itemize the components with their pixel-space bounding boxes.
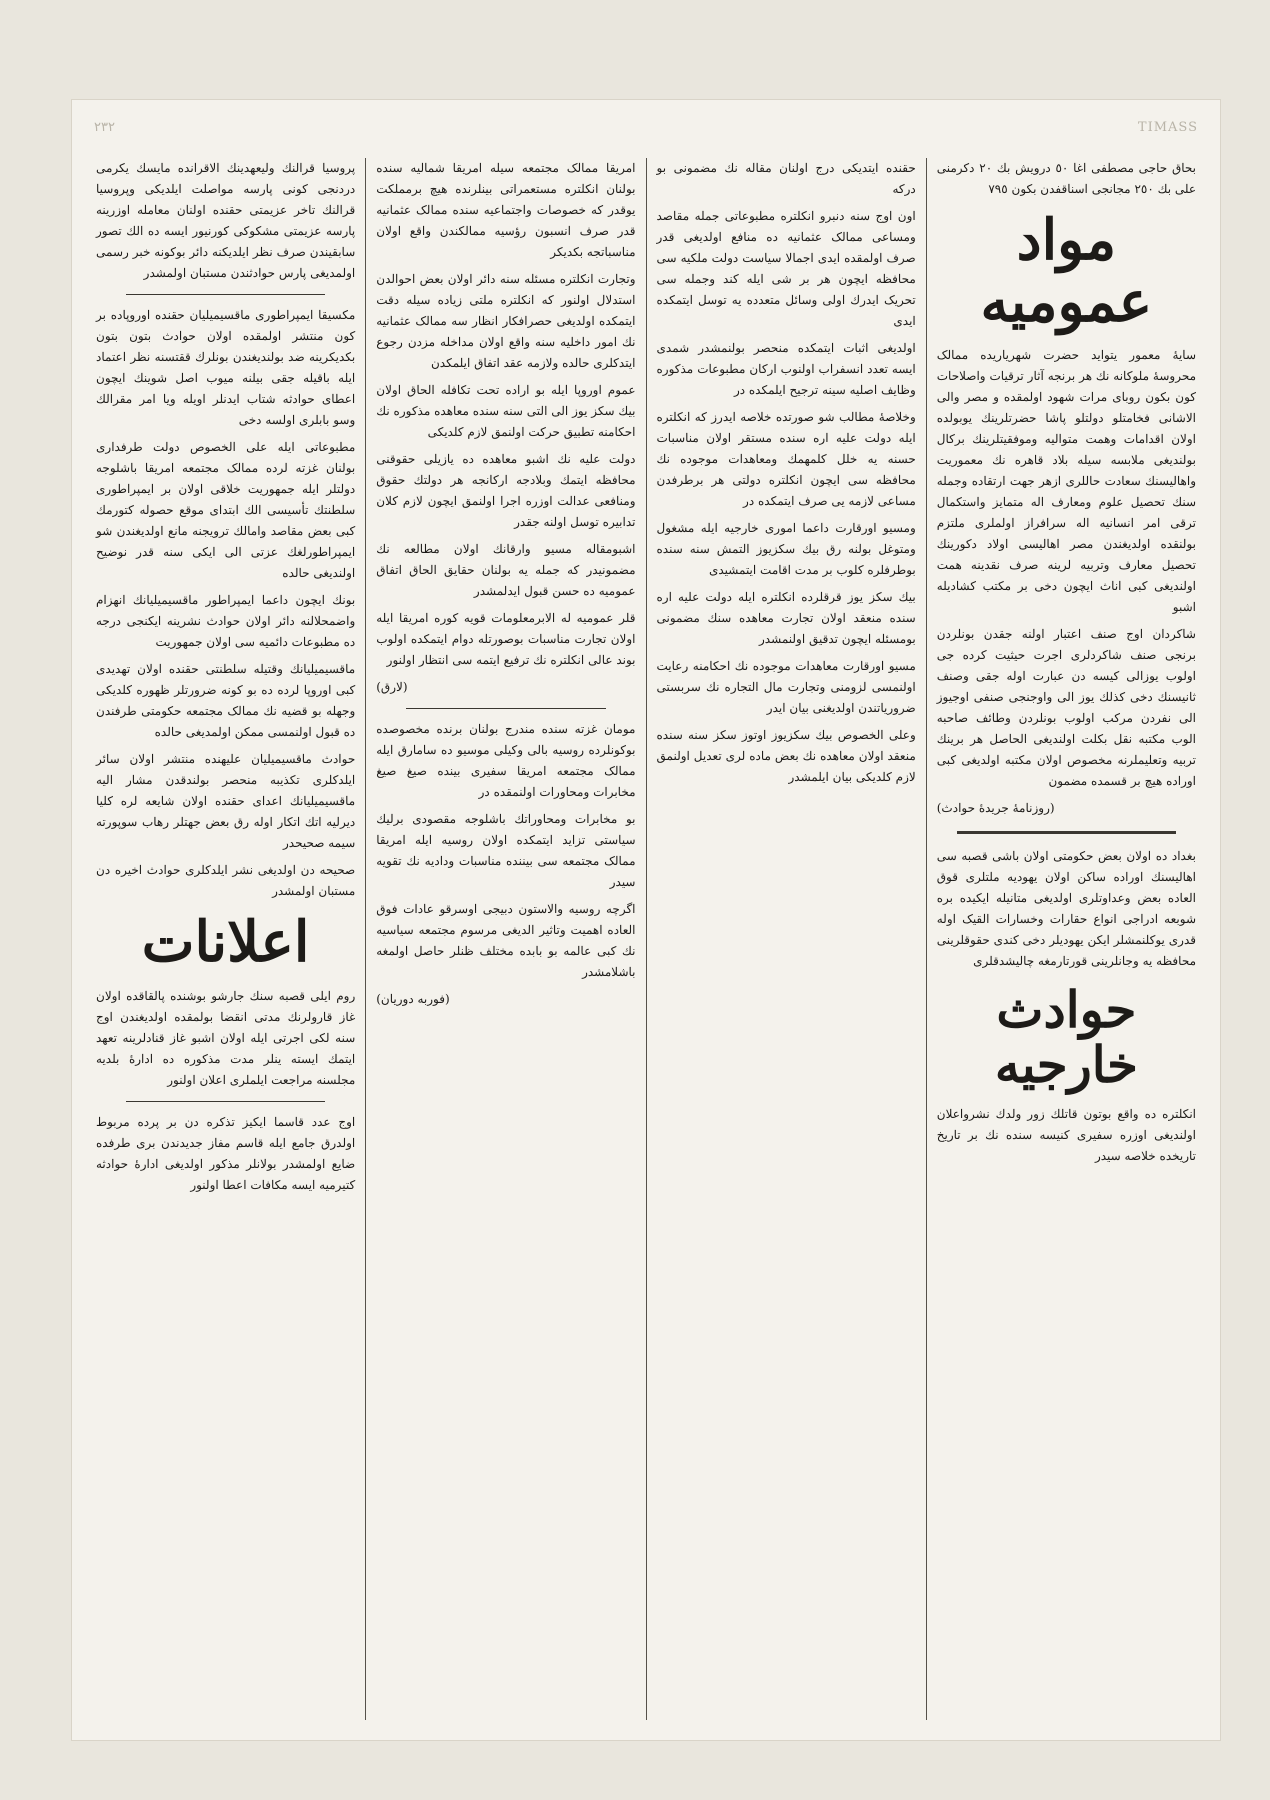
article-mexico-5: حوادث ماقسیمیلیان علیهنده منتشر اولان سائر ایلدکلری تکذیبه منحصر بولندقدن مشار الیه ماقسیمیلیانك اعدای حقنده اولان شایعه لره کلیا دیرلیه اتك اتکار اوله رق بعض جهتلر رهاب سوپورته سیمه صحیحدر	[96, 752, 356, 850]
masthead-bleed: TIMASS	[1137, 119, 1198, 135]
announcement-1: روم ایلی قصبه سنك جارشو بوشنده پالقاقده اولان غاز قارولرنك مدتی انقضا بولمقده اولدیغندن اوج سنه لکی اجرتی ایله اولان اشبو غاز قنادلرینه تعهد ایتمك ایسته ینلر مدت مذکوره ده ادارهٔ بلدیه مجلسنه مراجعت ایلملری اعلان اولنور	[96, 988, 356, 1087]
article-general-2: شاکردان اوج صنف اعتبار اولنه جقدن بونلردن برنجی صنف شاکردلری اجرت حیثیت کرده جی اولوب یوزالی کیسه دن عبارت اوله جقی وصنف ثانیسنك دخی کذلك یوز الی واوجنجی صنفی اوجیوز الی نفردن مرکب اولوب بونلردن وطائف صاحبه الوب مکتبه نقل بكلت اولندیغی الحاصل هر برینك تربیه وتعلیملرنه مخصوص اولان مکتبه اولدیغی کبی اوراده هیچ بر قسمده مضمون	[936, 627, 1196, 789]
article-prussia: پروسیا قرالنك ولیعهدینك الاقرانده مایسك یکرمی دردنجی کونی پارسه مواصلت ایلدیکی وپروسیا قرالنك تاخر عزیمتی حقنده اولنان معامله اوزرینه پارسه عزیمتی مشکوکی کورنیور ایسه ده الك تصور سابقیندن صرف نظر ایلدیکنه دائر بوکونه خبر رسمی اولمدیغی پارس حوادثندن مستبان اولمشدر	[96, 161, 356, 280]
article-russia-1: مومان غزته سنده مندرج بولنان برنده مخصوصده بوکونلرده روسیه بالی وکیلی موسیو ده سامارق ایله ممالک مجتمعه امریقا سفیری بینده صیغ صیغ مخابرات ومحاورات اولنمقده در	[376, 722, 636, 799]
article-general-1: سایهٔ معمور یتواید حضرت شهریاریده ممالک محروسهٔ ملوکانه نك هر برنجه آثار ترقیات واصلاحات کون بکون روبای مرات شهود اولمقده و مصر والی الاشانی فخامتلو دولتلو پاشا حضرتلرینك یوبولده اولان اقدامات وهمت متوالیه وموفقیتلرینك برکال بولندیغی ملابسه سیله بلاد قاهره نك معموریت واهالیسنك سعادت حاللری ازهر جهت ارتقاده وجمله سنك تحصیل علوم ومعارف اله متمایز واستکمال ترقی امر انسانیه اله سرافراز اولملری ملتزم بولنقده اولدیغندن مصر اهالیسی اولاد دکورینك تحصیل معارف وتربیه لرینه صرف نقدینه همت اولندیغی کبی اناث ایچون دخی بر مکتب کشادیله اشبو	[936, 348, 1196, 615]
intro-lines: بحاق حاجی مصطفی اغا ٥٠ درویش بك ٢٠ دکرمنی علی بك ٢٥٠ مجانجی اسناقفدن بکون ٧٩٥	[936, 161, 1196, 196]
article-mexico-1: مکسیقا ایمپراطوری ماقسیمیلیان حقنده اوروپاده بر کون منتشر اولمقده اولان حوادث بتون بتون بکدیکرینه ضد بولندیغندن بونلرك ققتسنه نظر اعتماد ایله باقیله جقی بیلنه میوب اصل شوینك ایچون اعطای حوادثه شتاب ایدنلر اویله ویا امر مقرالك وسو بابلری اولسه دخی	[96, 308, 356, 427]
column-4	[86, 158, 366, 1720]
article-urquhart-7: وعلی الخصوص بیك سکزیوز اوتوز سکز سنه سنده منعقد اولان معاهده نك بعض ماده لری تعدیل اولنمق لازم کلدیکی بیان ایلمشدر	[656, 728, 916, 784]
newspaper-page	[72, 100, 1220, 1740]
section-title-announcements: اعلانات	[141, 909, 310, 975]
divider	[406, 708, 605, 709]
column-1	[927, 158, 1206, 1720]
article-mexico-3: بونك ایچون داعما ایمپراطور ماقسیمیلیانك انهزام واضمحلالنه دائر اولان حوادث نشرینه ایکنجی درجه ده مطبوعات دائمیه سی اولان جمهوریت	[96, 593, 356, 649]
article-urquhart-5: بیك سکز یوز قرقلرده انکلتره ایله دولت علیه اره سنده منعقد اولان تجارت معاهده سنك مضمونی بومسئله ایچون تدقیق اولنمشدر	[656, 590, 916, 646]
section-title-general: مواد عمومیه	[980, 207, 1153, 335]
article-mexico-6: صحیحه دن اولدیغی نشر ایلدکلری حوادث اخیره دن مستبان اولمشدر	[96, 863, 356, 898]
article-urquhart-intro: حقنده ایتدیکی درج اولنان مقاله نك مضمونی بو درکه	[656, 161, 916, 196]
article-urquhart-6: مسیو اورقارت معاهدات موجوده نك احکامنه رعایت اولنمسی لزومنی وتجارت مال التجاره نك سربستی ضروریاتندن اولدیغنی بیان ایدر	[656, 659, 916, 715]
divider	[126, 294, 325, 295]
article-america-3: عموم اوروپا ایله بو اراده تحت تکافله الحاق اولان بیك سکز یوز الی التی سنه سنده معاهده مذکوره نك احکامنه تطبیق حرکت اولنمق لازم کلدیکی	[376, 383, 636, 439]
article-america-5: اشبومقاله مسیو وارقانك اولان مطالعه نك مضمونیدر که جمله یه بولنان حقایق الحاق اتفاق عمومیه ده حسن قبول ایدلمشدر	[376, 542, 636, 598]
section-title-foreign: حوادث خارجیه	[994, 980, 1138, 1095]
column-2	[647, 158, 927, 1720]
article-source: (روزنامهٔ جریدهٔ حوادث)	[936, 801, 1055, 816]
article-urquhart-4: ومسیو اورقارت داعما اموری خارجیه ایله مشغول ومتوغل بولنه رق بیك سکزیوز التمش سنه سنده بوطرفلره کلوب بر مدت اقامت ایتمشیدی	[656, 521, 916, 577]
article-mexico-2: مطبوعاتی ایله علی الخصوص دولت طرفداری بولنان غزته لرده ممالک مجتمعه امریقا باشلوجه دولتلر ایله جمهوریت خلاقی اولان بر ایمپراطوری سلطنتك تأسیسی الك ابتدای موقع حصوله کتورمك کبی بعض مقاصد وامالك ترویجنه مانع اولدیغندن شو ایمپراطورلغك عزتی الی ایکی سنه قدر نوضیح اولندیغی حالده	[96, 440, 356, 580]
column-layout	[86, 158, 1206, 1720]
divider	[957, 831, 1176, 834]
article-england: انکلتره ده واقع بوتون قاتلك زور ولدك نشرواعلان اولندیغی اوزره سفیری کنیسه سنده نك بر تاریخ تاریخده خلاصه سیدر	[936, 1107, 1196, 1164]
column-3	[366, 158, 646, 1720]
article-russia-3: اگرچه روسیه والاستون دبیجی اوسرقو عادات فوق العاده اهمیت وتاثیر الدیغی مرسوم مجتمعه سیاسیه نك کبی عالمه بو بابده مختلف ظنلر حاصل اولمغه باشلامشدر	[376, 902, 636, 979]
article-baghdad: بغداد ده اولان بعض حکومتی اولان باشی قصبه سی اهالیسنك اوراده ساکن اولان یهودیه ملتلری قوق العاده بعض وعداوتلری اولدیغی متانیله ایکیده بره شوبعه ادراجی انواع حقارات وخسارات القیک اوله قدری یوکلنمشلر ایکن یهودیلر دخی کندی حقوقلرینی محافظه یه وجانلرینی قورتارمغه چالیشدقلری	[936, 849, 1196, 969]
article-urquhart-3: وخلاصهٔ مطالب شو صورتده خلاصه ایدرز که انکلتره ایله دولت علیه اره سنده مستقر اولان مناسبات حسنه یه خلل کلمهمك ومعاهدات موجوده نك محافظه سی ایچون انکلتره دولتی هر برطرفدن مساعی لازمه یی صرف ایتمکده در	[656, 410, 916, 508]
article-mexico-4: ماقسیمیلیانك وقتیله سلطنتی حقنده اولان تهدیدی کبی اوروپا لرده ده بو کونه ضرورتلر ظهوره کلدیکی وجهله بو قضیه نك ممالک مجتمعه حکومتی طرفندن ده قبول اولنمسی ممکن اولمدیغی حالده	[96, 662, 356, 739]
article-signature: (فوربه دوریان)	[376, 992, 450, 1006]
announcement-2: اوج عدد قاسما ایکیز تذکره دن بر پرده مربوط اولدرق جامع ایله قاسم مفاز جدیدندن بری طرفده ضایع اولمشدر بولانلر مذکور اولدیغی ادارهٔ حوادثه کتیرمیه ایسه مکافات اعطا اولنور	[96, 1114, 356, 1192]
article-russia-2: بو مخابرات ومحاوراتك باشلوجه مقصودی برلیك سیاستی تزاید ایتمکده اولان روسیه ایله امریقا ممالک مجتمعه سی بیننده مناسبات ودادیه نك تقویه سیدر	[376, 812, 636, 889]
article-urquhart-2: اولدیغی اثبات ایتمکده منحصر بولنمشدر شمدی ایسه تعدد انسفراب اولنوب ارکان مطبوعات مذکوره وظایف اصلیه سینه ترجیح ایلمکده در	[656, 341, 916, 397]
article-america-1: امریقا ممالک مجتمعه سیله امریقا شمالیه سنده بولنان انکلتره مستعمراتی بینلرنده هیچ برمملکت یوقدر که خصوصات واجتماعیه سنده ممالک عثمانیه قدر صرف انسبون رؤسیه ممالکندن واقع اولان مناسباتجه بکدیکر	[376, 161, 636, 259]
page-header	[72, 100, 1220, 154]
article-america-2: وتجارت انکلتره مسئله سنه دائر اولان بعض احوالدن استدلال اولنور که انکلتره ملتی زیاده سیله دقت ایتمکده اولدیغی حصرافکار انظار سه ممالک عثمانیه نك امور داخلیه سنه واقع اولان مداخله مزدن رجوع ایتدکلری حالده ولازمه عقد اتفاق ایلمکدن	[376, 272, 636, 370]
article-signature: (لارق)	[376, 680, 408, 694]
article-america-6: قلر عمومیه له الابرمعلومات قویه کوره امریقا ایله اولان تجارت مناسبات بوصورتله دوام ایتمکده اولوب بوند عالی انکلتره نك ترفیع ایتمه سی انتظار اولنور	[376, 611, 636, 667]
article-urquhart-1: اون اوج سنه دنبرو انکلتره مطبوعاتی جمله مقاصد ومساعی ممالک عثمانیه ده منافع اولدیغی قدر صرف اولمقده ایدی اجمالا سیاست دولت ملکیه سی محافظه ایچون هر بر شی ایله کند وجمله سی تحریک ایدرك اولی وسائل متعدده یه توسل ایتمکده ایدی	[656, 209, 916, 328]
divider	[126, 1101, 325, 1102]
article-america-4: دولت علیه نك اشبو معاهده ده یازیلی حقوقنی محافظه ایتمك وبلادجه ارکانجه هر دولتك حقوق ومنافعی عدالت اوزره اجرا اولنمق ایچون لازم کلان تدابیره توسل اولنه جقدر	[376, 452, 636, 529]
page-number: ٢٣٢	[94, 119, 115, 135]
